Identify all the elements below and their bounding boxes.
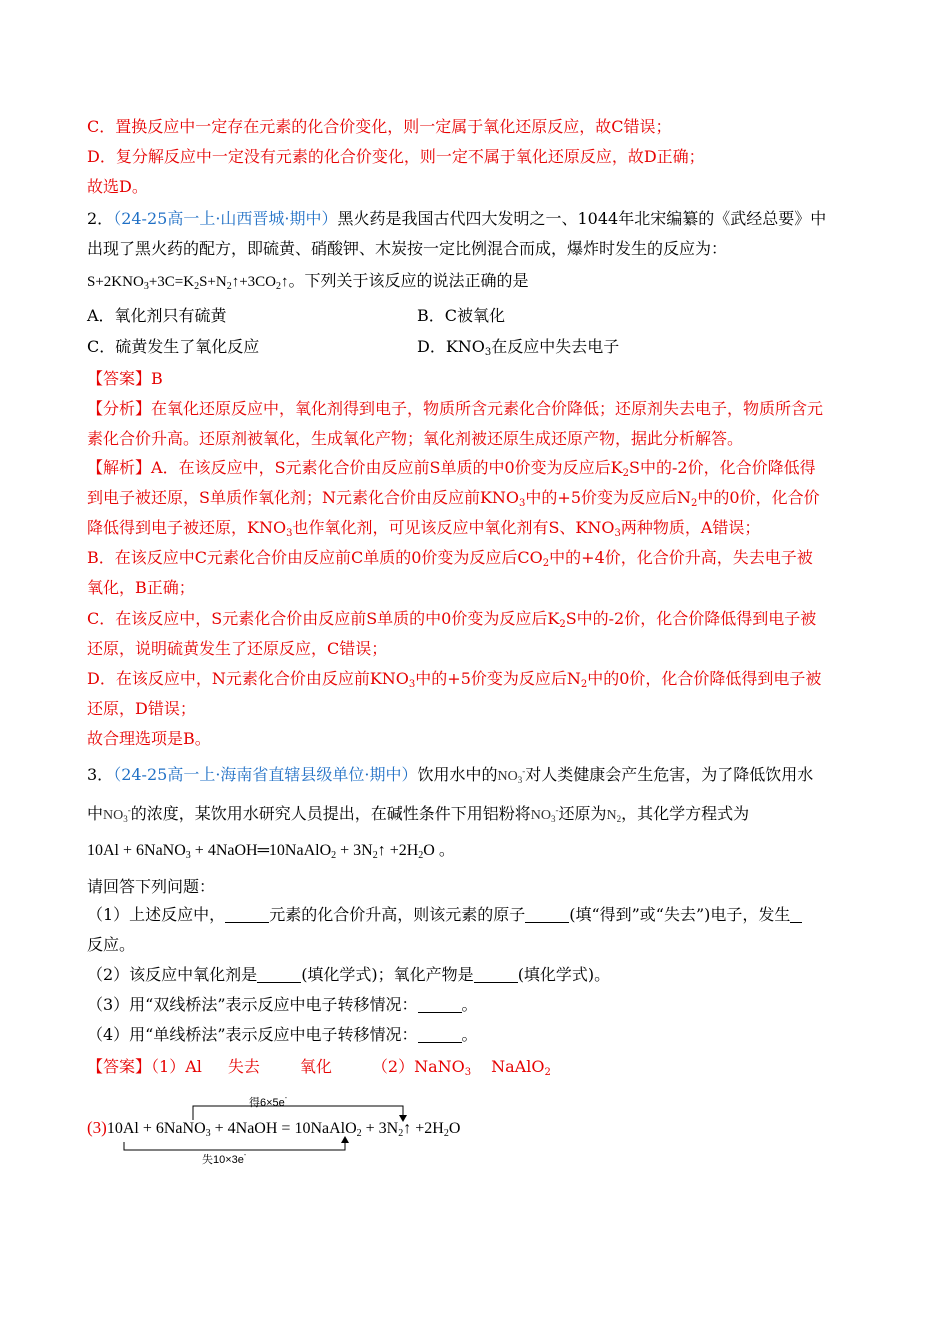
- q3-ans3: 氧化: [299, 1057, 332, 1076]
- q3-stem-1a: 饮用水中的: [417, 765, 498, 784]
- q2-option-d-post: 在反应中失去电子: [491, 337, 620, 356]
- q3-ans2: 失去: [227, 1057, 260, 1076]
- lose-bridge-line: [124, 1140, 345, 1150]
- q3-stem-2c: 还原为: [558, 804, 607, 823]
- q2-option-d-pre: D．KNO: [417, 337, 485, 356]
- q2-detail-c1: C．在该反应中，S元素化合价由反应前S单质的中0价变为反应后$K_2S$中的-2价，化合价降低得到电子被: [87, 609, 817, 630]
- q2-answer: [87, 368, 163, 390]
- q3-sub1-c: (填“得到”或“失去”)电子，发生: [569, 905, 791, 924]
- q3-ans5: NaAlO: [491, 1057, 545, 1076]
- q3-stem-2a: 中: [87, 804, 104, 823]
- answer-blank[interactable]: [257, 966, 301, 983]
- q3-stem-2b: 的浓度，某饮用水研究人员提出，在碱性条件下用铝粉将: [130, 804, 531, 823]
- q2-option-a[interactable]: A．氧化剂只有硫黄: [87, 306, 227, 325]
- q2-detail-a3-tail: 两种物质，A错误；: [620, 518, 761, 537]
- q2-stem-line2: 出现了黑火药的配方，即硫黄、硝酸钾、木炭按一定比例混合而成，爆炸时发生的反应为：: [87, 239, 728, 258]
- q3-sub1-b: 元素的化合价升高，则该元素的原子: [269, 905, 526, 924]
- q2-detail-a2-text: 到电子被还原，S单质作氧化剂；N元素化合价由反应前KNO: [87, 488, 520, 507]
- q2-detail-d2: 还原，D错误；: [87, 699, 196, 718]
- answer-blank[interactable]: [225, 906, 269, 923]
- q1-conclusion: 故选D。: [87, 177, 148, 196]
- q3-stem-line1: [87, 764, 813, 788]
- nitrate-ion: $NO_3^-$: [530, 805, 559, 824]
- q2-detail-a1-text: A．在该反应中，S元素化合价由反应前S单质的中0价变为反应后K: [151, 458, 623, 477]
- q3-stem-line2: [87, 803, 749, 827]
- q2-analysis-label: 【分析】: [87, 399, 152, 418]
- q3-sub4-b: 。: [461, 1025, 478, 1044]
- q3-sub4-a: （4）用“单线桥法”表示反应中电子转移情况：: [87, 1025, 418, 1044]
- q2-detail-a2: 到电子被还原，S单质作氧化剂；N元素化合价由反应前$KNO_3$中的+5价变为反应后$N_2$中的0价，化合价: [87, 488, 820, 509]
- answer-blank[interactable]: [418, 1026, 462, 1043]
- q2-detail-d1-text: D．在该反应中，N元素化合价由反应前KNO: [87, 669, 409, 688]
- q2-detail-a2-tail: 中的0价，化合价: [697, 488, 820, 507]
- q3-ans4: （2）NaNO: [371, 1057, 465, 1076]
- q2-conclusion: 故合理选项是B。: [87, 729, 211, 748]
- q3-source[interactable]: （24-25高一上·海南省直辖县级单位·期中）: [113, 765, 418, 784]
- q2-detail-a1: 【解析】A．在该反应中，S元素化合价由反应前S单质的中0价变为反应后$K_2S$中的-2价，化合价降低得: [87, 458, 816, 479]
- q2-detail-b2: 氧化，B正确；: [87, 578, 195, 597]
- q2-stem-line1: [87, 208, 826, 230]
- q2-detail-d1: D．在该反应中，N元素化合价由反应前$KNO_3$中的+5价变为反应后$N_2$中的0价，化合价降低得到电子被: [87, 669, 822, 690]
- q3-sub3-b: 。: [461, 995, 478, 1014]
- q2-option-b[interactable]: B．C被氧化: [417, 306, 506, 325]
- q3-sub2: [87, 964, 610, 986]
- q2-stem-3-tail: 。下列关于该反应的说法正确的是: [288, 271, 529, 290]
- q3-sub2-a: （2）该反应中氧化剂是: [87, 965, 258, 984]
- q3-answer: 【答案】（1）Al 失去 氧化 （2）NaNO$_3$ NaAlO$_2$: [87, 1057, 551, 1078]
- q2-answer-value: B: [151, 369, 163, 388]
- q3-sub2-b: (填化学式)；氧化产物是: [301, 965, 474, 984]
- answer-blank[interactable]: [525, 906, 569, 923]
- q2-number: 2．: [87, 209, 114, 228]
- q2-detail-b1: B．在该反应中C元素化合价由反应前C单质的0价变为反应后$CO_2$中的+4价，化合价升高，失去电子被: [87, 548, 813, 569]
- q3-number: 3．: [87, 765, 114, 784]
- q1-explain-c: C．置换反应中一定存在元素的化合价变化，则一定属于氧化还原反应，故C错误；: [87, 117, 672, 136]
- bridge-equation: (3)10Al + 6NaNO$_3$ + 4NaOH = 10NaAlO$_2$ + $3N_2↑ +2H_2O$: [87, 1118, 461, 1139]
- electron-transfer-diagram: [87, 1092, 547, 1164]
- q1-explain-d: D．复分解反应中一定没有元素的化合价变化，则一定不属于氧化还原反应，故D正确；: [87, 147, 705, 166]
- q3-sub1-a: （1）上述反应中，: [87, 905, 226, 924]
- nitrogen-gas: $N_2$: [606, 808, 622, 824]
- q2-detail-a3: 降低得到电子被还原，$KNO_3$也作氧化剂，可见该反应中氧化剂有S、$KNO_3$两种物质，A错误；: [87, 518, 761, 539]
- q3-ans1: （1）Al: [151, 1057, 202, 1076]
- q2-detail-label: 【解析】: [87, 458, 152, 477]
- q2-analysis-1: [87, 398, 823, 420]
- q2-detail-b1-tail: 中的+4价，化合价升高，失去电子被: [549, 548, 813, 567]
- q2-detail-d1-tail: 中的0价，化合价降低得到电子被: [587, 669, 822, 688]
- q2-analysis-2: 素化合价升高。还原剂被氧化，生成氧化产物；氧化剂被还原生成还原产物，据此分析解答。: [87, 429, 744, 448]
- q2-detail-a2-mid: 中的+5价变为反应后N: [525, 488, 692, 507]
- q3-sub4: [87, 1024, 478, 1046]
- q3-sub1-line2: 反应。: [87, 935, 136, 954]
- q2-detail-a3-mid: 也作氧化剂，可见该反应中氧化剂有S、KNO: [292, 518, 615, 537]
- answer-blank[interactable]: [474, 966, 518, 983]
- nitrate-ion: $NO_3^-$: [103, 805, 131, 824]
- gain-label: 得6×5e-: [249, 1095, 288, 1109]
- q2-detail-c1-text: C．在该反应中，S元素化合价由反应前S单质的中0价变为反应后K: [87, 609, 560, 628]
- q3-sub3-a: （3）用“双线桥法”表示反应中电子转移情况：: [87, 995, 418, 1014]
- q3-prompt: 请回答下列问题：: [87, 877, 216, 896]
- q2-detail-d1-mid: 中的+5价变为反应后N: [415, 669, 581, 688]
- q2-answer-label: 【答案】: [87, 369, 152, 388]
- q2-source[interactable]: （24-25高一上·山西晋城·期中）: [113, 209, 338, 228]
- q2-equation: $S+2KNO_3+3C=K_2S+N_2↑+3CO_2↑$: [87, 274, 289, 292]
- q3-sub1-line1: [87, 904, 802, 926]
- nitrate-ion: $NO_3^-$: [497, 766, 526, 785]
- q3-stem-2d: ，其化学方程式为: [621, 804, 750, 823]
- answer-blank[interactable]: [790, 906, 802, 923]
- q3-sub3: [87, 994, 478, 1016]
- q2-stem-line3: [87, 270, 529, 293]
- q2-analysis-text-1: 在氧化还原反应中，氧化剂得到电子，物质所含元素化合价降低；还原剂失去电子，物质所含元: [151, 399, 824, 418]
- q2-detail-b1-text: B．在该反应中C元素化合价由反应前C单质的0价变为反应后CO: [87, 548, 543, 567]
- q2-stem-1: 黑火药是我国古代四大发明之一、1044年北宋编纂的《武经总要》中: [337, 209, 827, 228]
- answer-blank[interactable]: [418, 996, 462, 1013]
- q2-option-c[interactable]: C．硫黄发生了氧化反应: [87, 337, 260, 356]
- lose-label: 失10×3e-: [202, 1152, 247, 1166]
- q3-sub2-c: (填化学式)。: [517, 965, 611, 984]
- q2-detail-c1-tail: S中的-2价，化合价降低得到电子被: [565, 609, 817, 628]
- q2-option-d[interactable]: D．$KNO_3$在反应中失去电子: [417, 337, 620, 358]
- q2-detail-c2: 还原，说明硫黄发生了还原反应，C错误；: [87, 639, 388, 658]
- q3-equation: 10Al + 6NaNO$_3$ + 4NaOH═10NaAlO$_2$ + $3N_2↑ +2H_2O$ 。: [87, 842, 455, 861]
- q3-stem-1b: 对人类健康会产生危害，为了降低饮用水: [525, 765, 814, 784]
- q2-detail-a1-tail: S中的-2价，化合价降低得: [629, 458, 816, 477]
- q3-answer-label: 【答案】: [87, 1057, 152, 1076]
- q2-detail-a3-text: 降低得到电子被还原，KNO: [87, 518, 287, 537]
- q3-ans6-label: (3): [87, 1118, 107, 1137]
